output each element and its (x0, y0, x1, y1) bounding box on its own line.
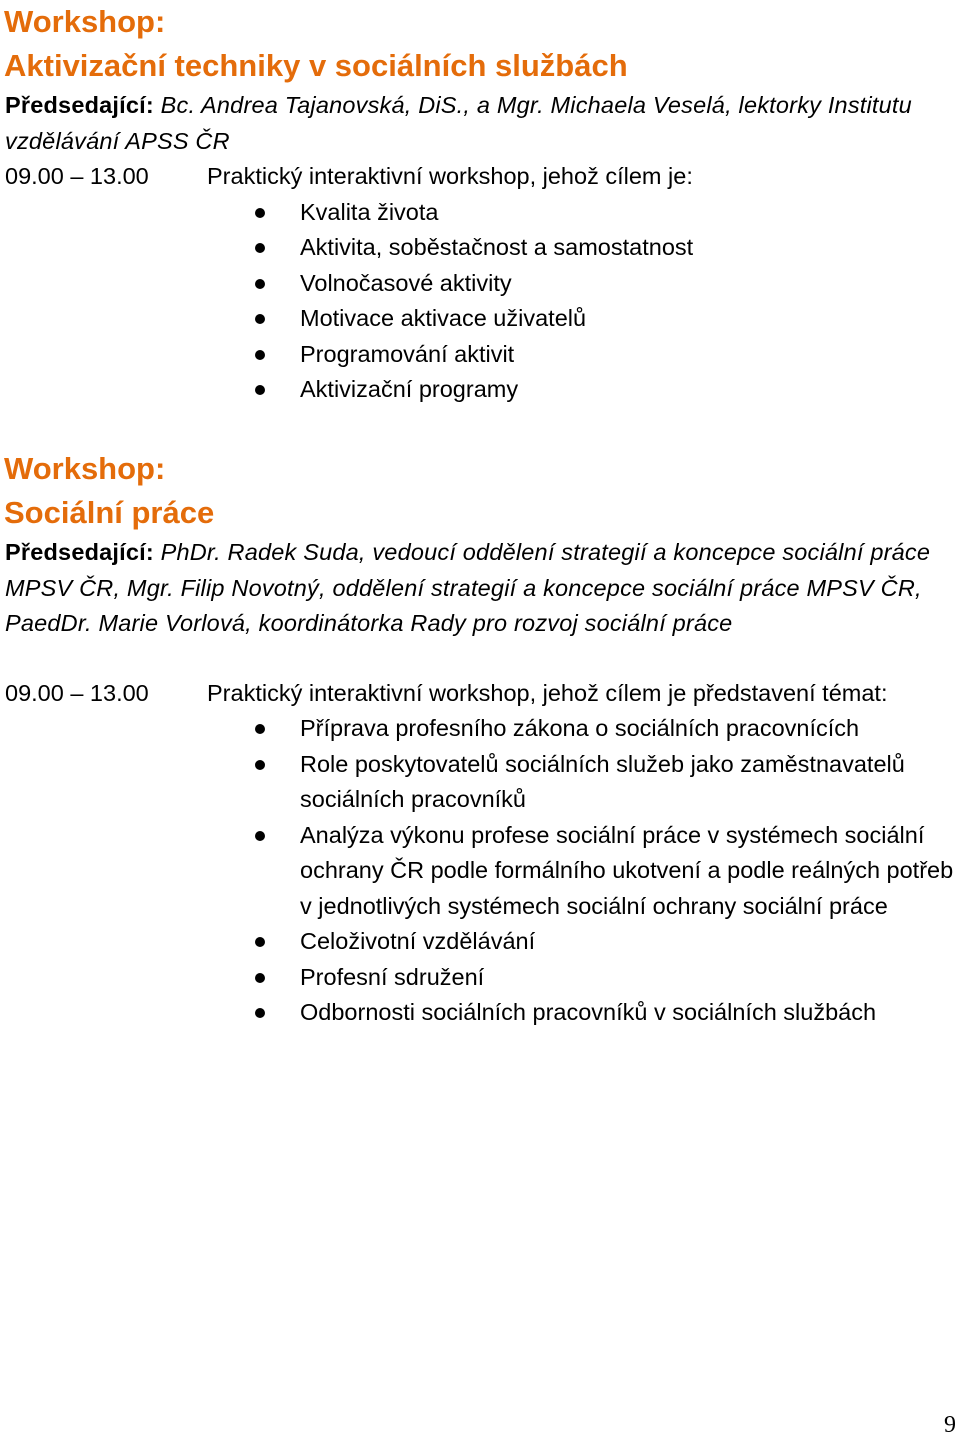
topic-list (0, 711, 960, 1031)
list-item: Celoživotní vzdělávání (255, 924, 960, 960)
bullet-icon (255, 724, 265, 734)
bullet-icon (255, 279, 265, 289)
list-item: Role poskytovatelů sociálních služeb jako zaměstnavatelů sociálních pracovníků (255, 747, 960, 818)
list-item: Profesní sdružení (255, 960, 960, 996)
topic-list (0, 195, 960, 408)
workshop-section-2 (0, 447, 960, 1031)
bullet-icon (255, 973, 265, 983)
schedule-row (0, 676, 960, 712)
bullet-icon (255, 385, 265, 395)
workshop-title: Aktivizační techniky v sociálních službách (4, 48, 628, 83)
list-item: Motivace aktivace uživatelů (255, 301, 960, 337)
list-item: Aktivita, soběstačnost a samostatnost (255, 230, 960, 266)
list-item: Programování aktivit (255, 337, 960, 373)
time-range: 09.00 – 13.00 (5, 679, 149, 706)
bullet-icon (255, 314, 265, 324)
bullet-icon (255, 208, 265, 218)
workshop-label: Workshop: (4, 4, 166, 39)
time-range: 09.00 – 13.00 (5, 163, 149, 189)
list-item: Příprava profesního zákona o sociálních pracovnících (255, 711, 960, 747)
list-item: Volnočasové aktivity (255, 266, 960, 302)
schedule-row (0, 159, 960, 195)
bullet-icon (255, 350, 265, 360)
chairpersons (0, 535, 960, 642)
page-number: 9 (944, 1412, 956, 1438)
list-item: Kvalita života (255, 195, 960, 231)
list-item: Analýza výkonu profese sociální práce v systémech sociální ochrany ČR podle formálního ukotvení a podle reálných potřeb v jednotlivých systémech sociální ochrany sociální práce (255, 818, 960, 925)
workshop-section-1 (0, 0, 960, 408)
bullet-icon (255, 760, 265, 770)
session-description: Praktický interaktivní workshop, jehož cílem je: (207, 163, 693, 189)
bullet-icon (255, 243, 265, 253)
chair-label: Předsedající: (5, 92, 154, 118)
session-description: Praktický interaktivní workshop, jehož cílem je představení témat: (207, 679, 888, 706)
list-item: Aktivizační programy (255, 372, 960, 408)
bullet-icon (255, 937, 265, 947)
bullet-icon (255, 831, 265, 841)
workshop-label: Workshop: (4, 451, 166, 486)
spacer (0, 642, 960, 676)
chair-names: PhDr. Radek Suda, vedoucí oddělení strategií a koncepce sociální práce MPSV ČR, Mgr. Filip Novotný, oddělení strategií a koncepce sociální práce MPSV ČR, PaedDr. Marie Vorlová, koordinátorka Rady pro rozvoj sociální práce (5, 539, 931, 636)
workshop-title: Sociální práce (4, 495, 215, 530)
bullet-icon (255, 1008, 265, 1018)
chair-names: Bc. Andrea Tajanovská, DiS., a Mgr. Michaela Veselá, lektorky Institutu vzdělávání APSS ČR (5, 92, 912, 154)
list-item: Odbornosti sociálních pracovníků v sociálních službách (255, 995, 960, 1031)
chairpersons (0, 88, 960, 159)
chair-label: Předsedající: (5, 539, 154, 565)
